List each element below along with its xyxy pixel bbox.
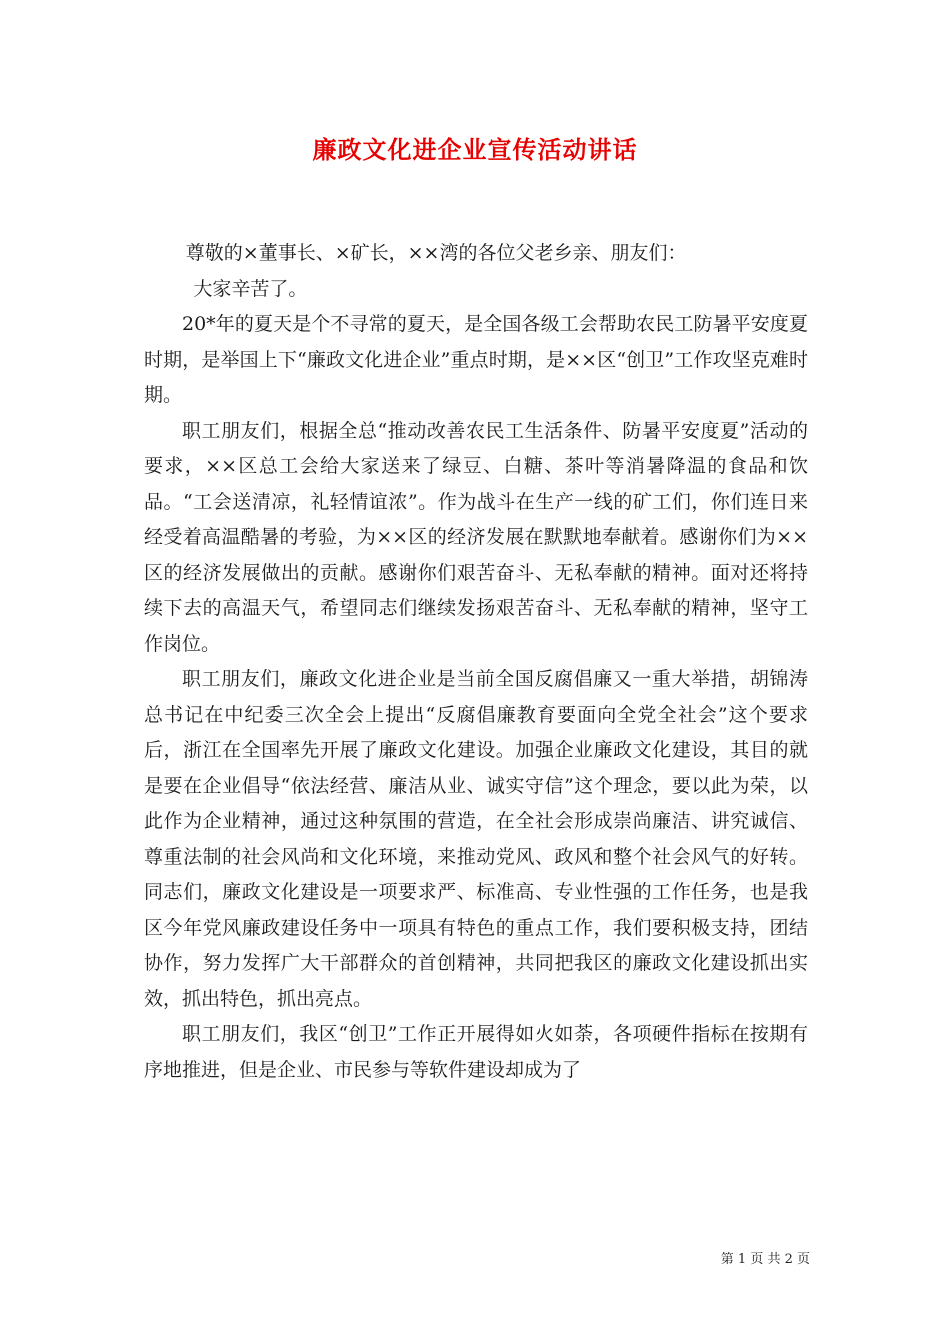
body-paragraph-integrity-culture: 职工朋友们，廉政文化进企业是当前全国反腐倡廉又一重大举措，胡锦涛总书记在中纪委三次全会上提出“反腐倡廉教育要面向全党全社会”这个要求后，浙江在全国率先开展了廉政文化建设。加强企业廉政文化建设，其目的就是要在企业倡导“依法经营、廉洁从业、诚实守信”这个理念，要以此为荣，以此作为企业精神，通过这种氛围的营造，在全社会形成崇尚廉洁、讲究诚信、尊重法制的社会风尚和文化环境，来推动党风、政风和整个社会风气的好转。同志们，廉政文化建设是一项要求严、标准高、专业性强的工作任务，也是我区今年党风廉政建设任务中一项具有特色的重点工作，我们要积极支持，团结协作，努力发挥广大干部群众的首创精神，共同把我区的廉政文化建设抓出实效，抓出特色，抓出亮点。: [144, 668, 808, 1010]
document-body: [144, 236, 808, 1088]
body-paragraph-cooling-supplies: 职工朋友们，根据全总“推动改善农民工生活条件、防暑平安度夏”活动的要求，××区总工会给大家送来了绿豆、白糖、茶叶等消暑降温的食品和饮品。“工会送清凉，礼轻情谊浓”。作为战斗在生产一线的矿工们，你们连日来经受着高温酷暑的考验，为××区的经济发展在默默地奉献着。感谢你们为××区的经济发展做出的贡献。感谢你们艰苦奋斗、无私奉献的精神。面对还将持续下去的高温天气，希望同志们继续发扬艰苦奋斗、无私奉献的精神，坚守工作岗位。: [144, 419, 808, 655]
document-title: 廉政文化进企业宣传活动讲话: [312, 135, 638, 164]
body-paragraph-sanitation-campaign: 职工朋友们，我区“创卫”工作正开展得如火如荼，各项硬件指标在按期有序地推进，但是企业、市民参与等软件建设却成为了: [144, 1023, 808, 1081]
greeting-paragraph: 大家辛苦了。: [193, 277, 308, 300]
salutation-paragraph: 尊敬的×董事长、×矿长，××湾的各位父老乡亲、朋友们：: [185, 242, 687, 264]
body-paragraph-summer: 20*年的夏天是个不寻常的夏天，是全国各级工会帮助农民工防暑平安度夏时期，是举国上下“廉政文化进企业”重点时期，是××区“创卫”工作攻坚克难时期。: [144, 313, 808, 406]
page-number-footer: 第 1 页 共 2 页: [720, 1252, 810, 1267]
